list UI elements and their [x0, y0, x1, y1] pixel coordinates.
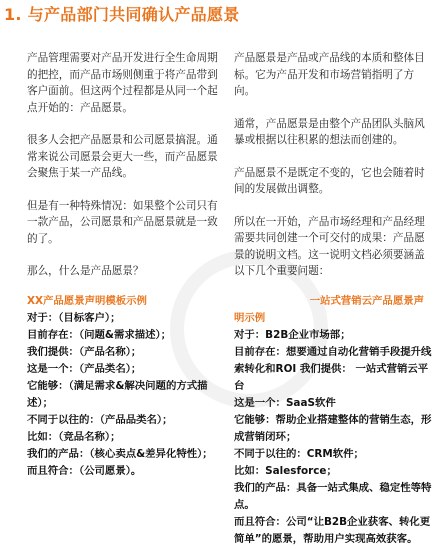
example-line: 比如：Salesforce；	[234, 465, 337, 477]
example-line: 我们的产品：（核心卖点&差异化特性）；	[27, 448, 213, 460]
example-line: 对于：B2B企业市场部；	[234, 329, 351, 341]
example-line: 它能够：帮助企业搭建整体的营销生态，形成营销闭环；	[234, 414, 432, 443]
example-line: 不同于以往的：CRM软件；	[234, 448, 364, 460]
real-example	[234, 293, 434, 548]
real-example-title: 一站式营销云产品愿景声	[309, 295, 424, 307]
example-line: 目前存在：想要通过自动化营销手段提升线索转化和ROI 我们提供： 一站式营销云平台	[234, 346, 432, 392]
template-example	[27, 293, 227, 480]
example-line: 对于：（目标客户）；	[27, 312, 121, 324]
paragraph: 通常，产品愿景是由整个产品团队头脑风暴或根据以往积累的想法而创建的。	[234, 117, 425, 146]
example-line: 不同于以往的：（产品品类名）；	[27, 414, 173, 426]
paragraph: 但是有一种特殊情况：如果整个公司只有一款产品，公司愿景和产品愿景就是一致的了。	[27, 199, 218, 245]
example-line: 这是一个：（产品类名）；	[27, 363, 142, 375]
example-line: 我们提供：（产品名称）；	[27, 346, 142, 358]
example-line: 比如：（竞品名称）；	[27, 431, 121, 443]
paragraph: 很多人会把产品愿景和公司愿景搞混。通常来说公司愿景会更大一些，而产品愿景会聚焦于某一产品线。	[27, 134, 218, 179]
paragraph: 产品管理需要对产品开发进行全生命周期的把控，而产品市场则侧重于将产品带到客户面前。但这两个过程都是从同一个起点开始的：产品愿景。	[27, 52, 218, 114]
section-title: 1. 与产品部门共同确认产品愿景	[4, 5, 240, 24]
example-line: 这是一个：SaaS软件	[234, 397, 336, 409]
example-line: 而且符合：（公司愿景）。	[27, 465, 142, 477]
example-line: 目前存在：（问题&需求描述）；	[27, 329, 172, 341]
paragraph: 产品愿景是产品或产品线的本质和整体目标。它为产品开发和市场营销指明了方向。	[234, 52, 425, 97]
template-example-title: XX产品愿景声明模板示例	[27, 295, 147, 307]
paragraph: 那么，什么是产品愿景？	[27, 265, 144, 277]
real-example-title-cont: 明示例	[234, 312, 266, 324]
example-line: 它能够：（满足需求&解决问题的方式描述）；	[27, 380, 208, 409]
example-line: 而且符合：公司“让B2B企业获客、转化更简单”的愿景，帮助用户实现高效获客。	[234, 516, 431, 545]
paragraph: 所以在一开始，产品市场经理和产品经理需要共同创建一个可交付的成果：产品愿景的说明文档。这一说明文档必须要涵盖以下几个重要问题：	[234, 215, 425, 277]
paragraph: 产品愿景不是既定不变的，它也会随着时间的发展做出调整。	[234, 166, 425, 195]
example-line: 我们的产品：具备一站式集成、稳定性等特点。	[234, 482, 432, 511]
right-column	[234, 50, 426, 296]
left-column	[27, 50, 219, 296]
